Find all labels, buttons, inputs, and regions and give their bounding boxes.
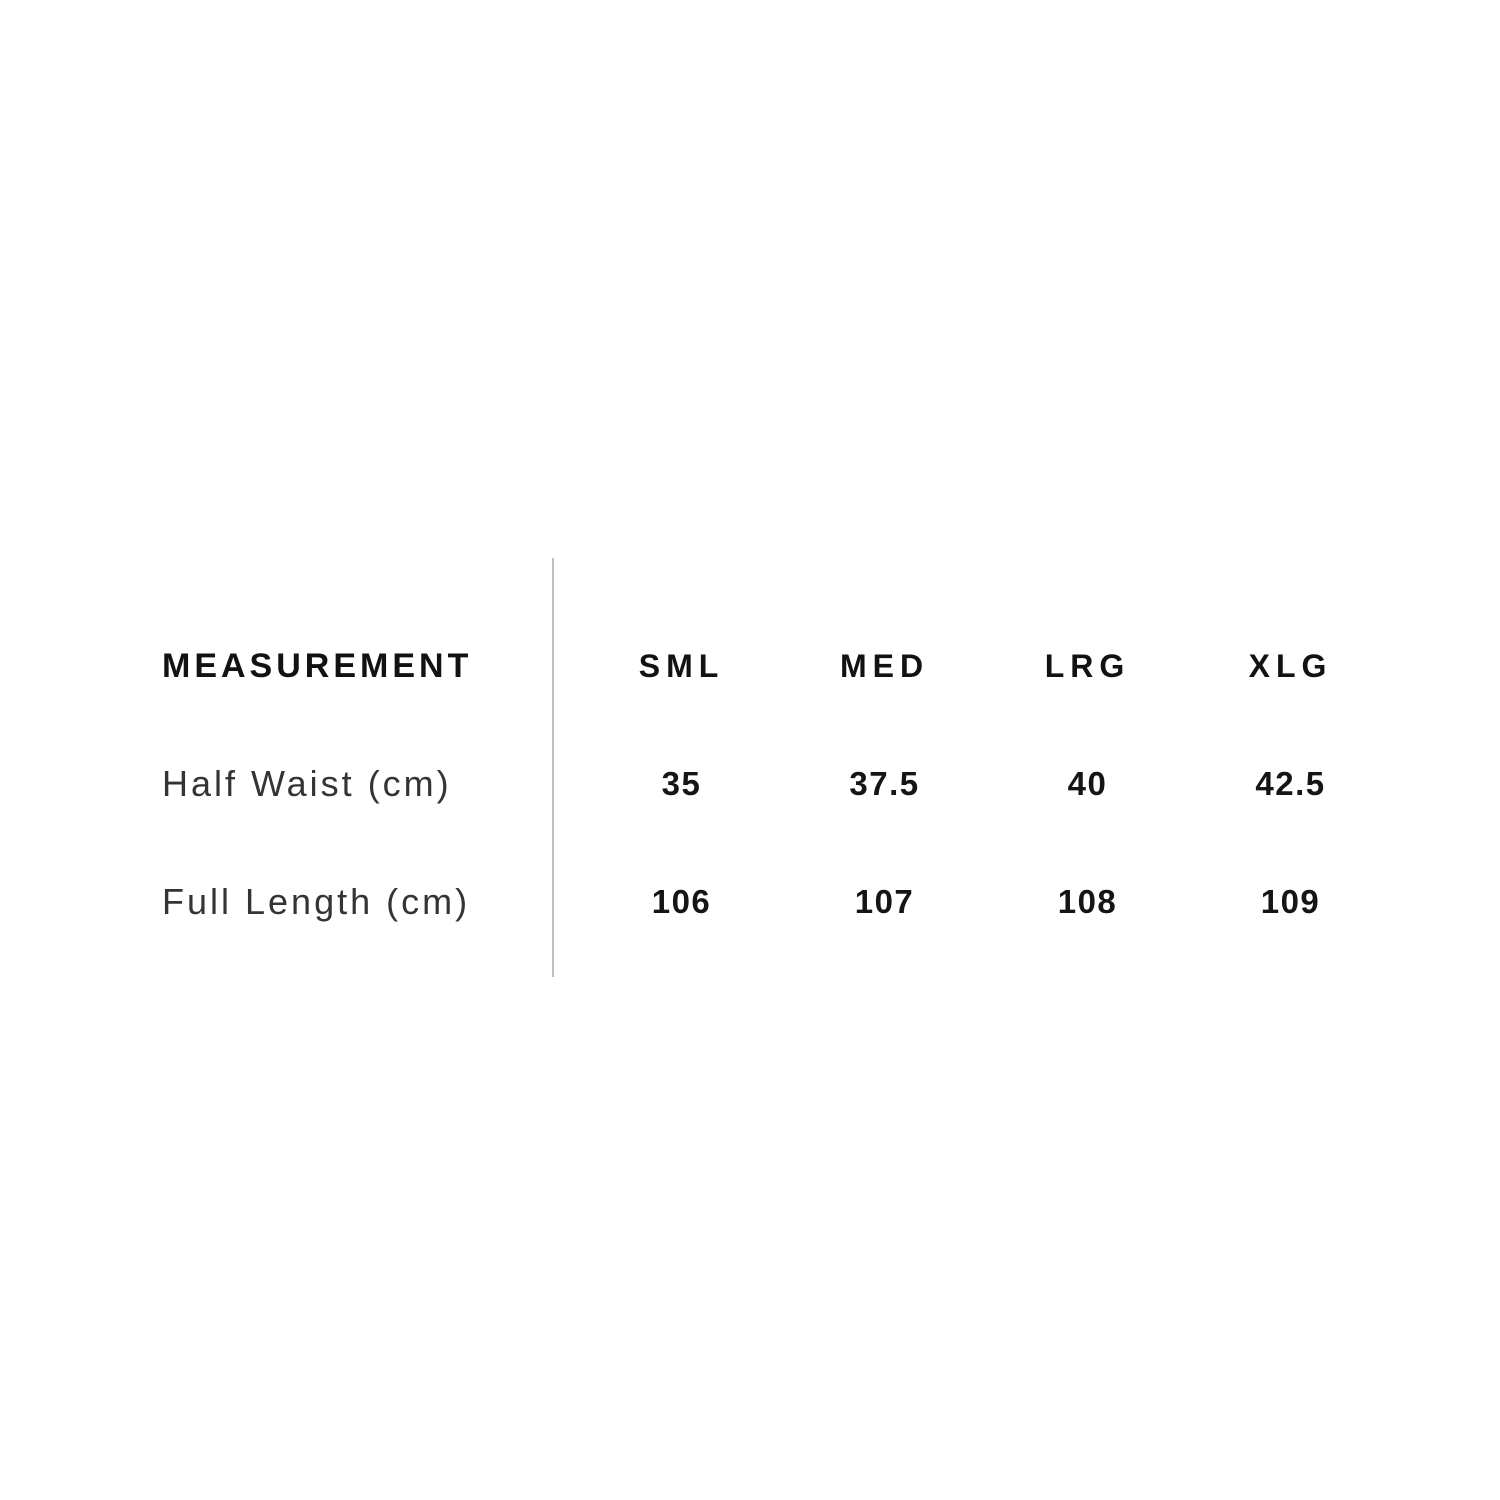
size-header-med: MED — [839, 647, 930, 684]
full-length-xlg-value: 109 — [1260, 883, 1321, 920]
row-label-half-waist: Half Waist (cm) — [162, 763, 452, 804]
size-header-lrg: LRG — [1044, 647, 1131, 684]
full-length-sml-value: 106 — [651, 883, 712, 920]
full-length-med-value: 107 — [854, 883, 915, 920]
measurement-column-header: MEASUREMENT — [162, 646, 473, 685]
half-waist-lrg-value: 40 — [1067, 765, 1108, 802]
row-label-full-length: Full Length (cm) — [162, 881, 471, 922]
half-waist-xlg-value: 42.5 — [1255, 765, 1326, 802]
size-chart-table — [162, 607, 1392, 961]
half-waist-med-value: 37.5 — [849, 765, 920, 802]
size-header-xlg: XLG — [1248, 647, 1333, 684]
size-header-sml: SML — [638, 647, 725, 684]
half-waist-sml-value: 35 — [661, 765, 702, 802]
full-length-lrg-value: 108 — [1057, 883, 1118, 920]
